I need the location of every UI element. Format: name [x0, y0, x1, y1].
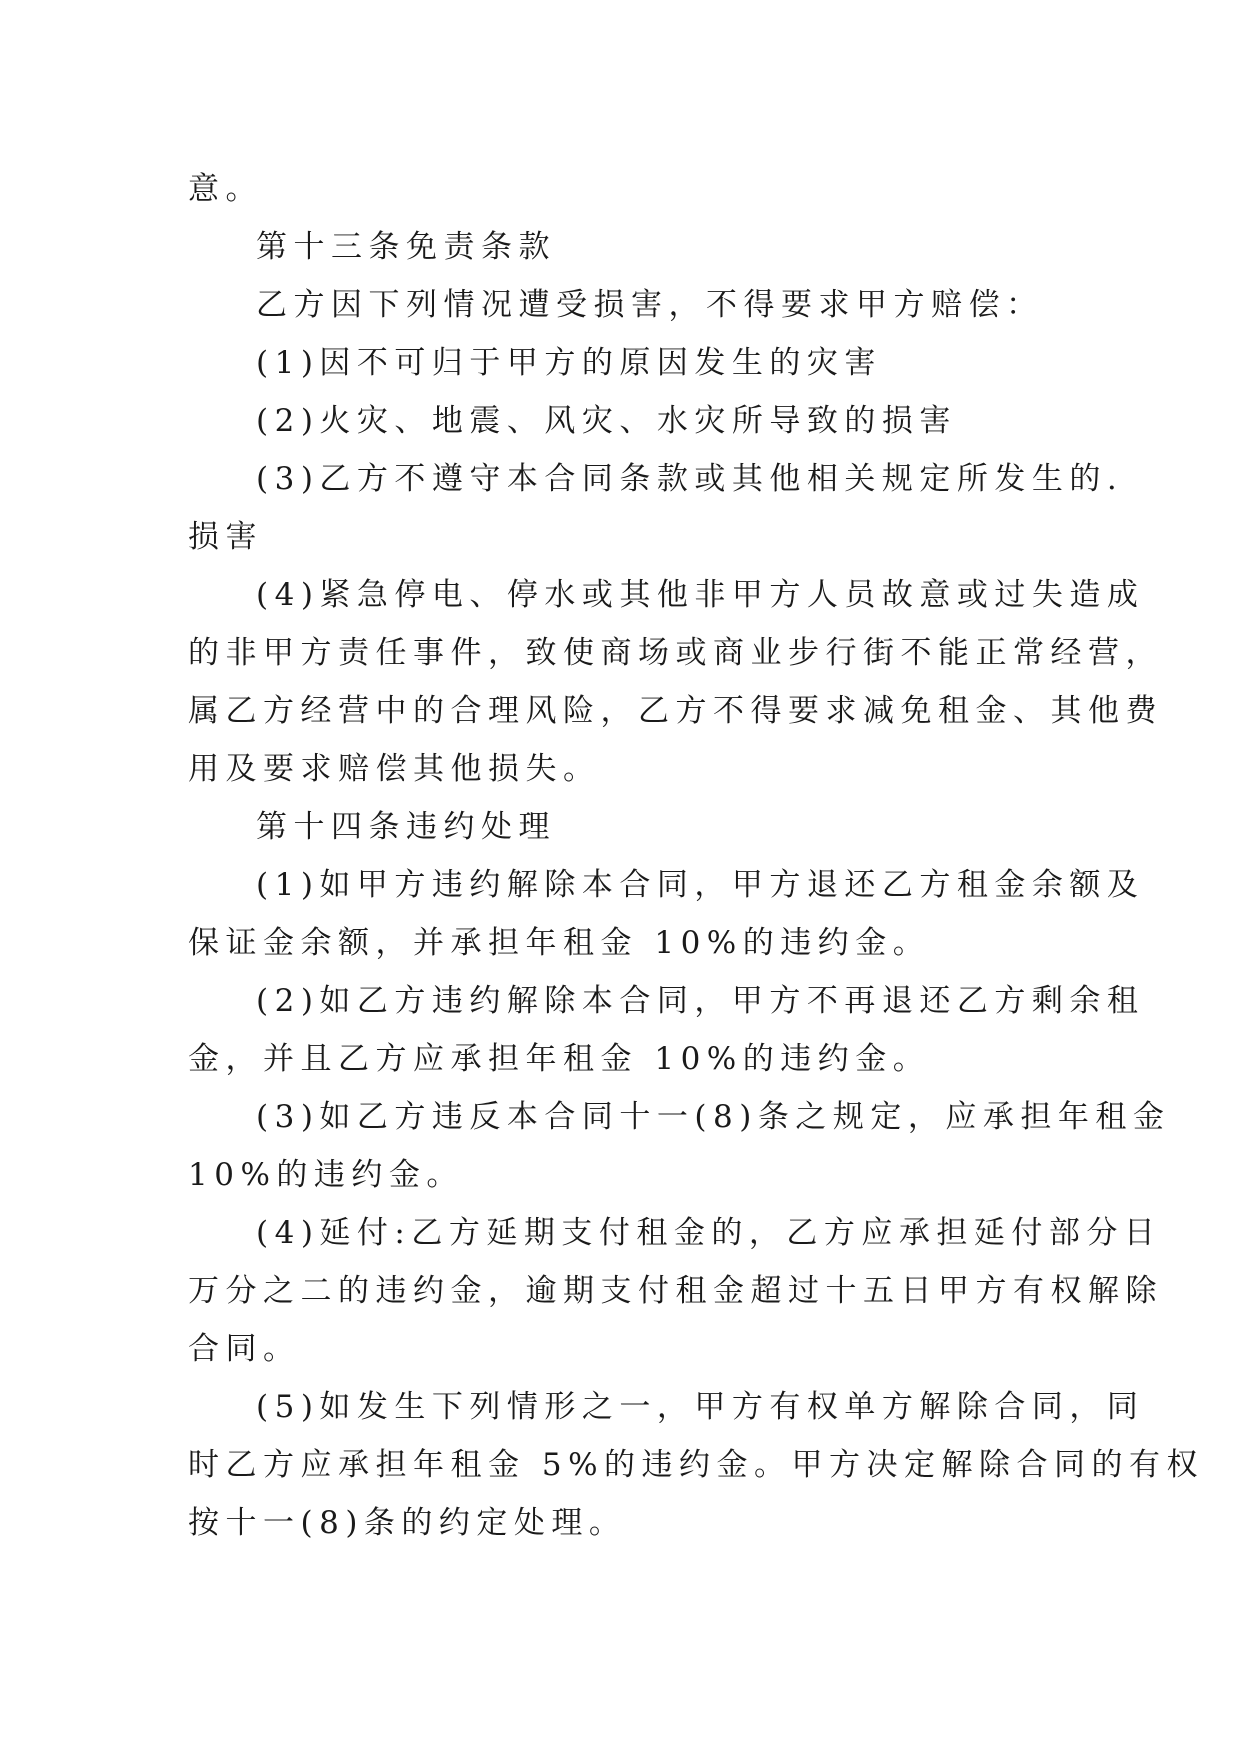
text-line: 合同。 — [188, 1331, 301, 1367]
text-line: (2)如乙方违约解除本合同，甲方不再退还乙方剩余租 — [256, 983, 1145, 1019]
text-line: (4)紧急停电、停水或其他非甲方人员故意或过失造成 — [256, 577, 1145, 613]
text-line: (3)乙方不遵守本合同条款或其他相关规定所发生的. — [256, 461, 1124, 497]
list-item — [188, 972, 1145, 1088]
section-heading — [188, 218, 1058, 276]
text-line: (1)如甲方违约解除本合同，甲方退还乙方租金余额及 — [256, 867, 1145, 903]
text-line: 金，并且乙方应承担年租金 10%的违约金。 — [188, 1041, 931, 1077]
list-item — [188, 1378, 1205, 1552]
text-line: (5)如发生下列情形之一，甲方有权单方解除合同，同 — [256, 1389, 1145, 1425]
text-line: 第十四条违约处理 — [256, 809, 556, 845]
list-item — [188, 392, 1058, 450]
paragraph — [188, 160, 1058, 218]
list-item — [188, 450, 1124, 566]
list-item — [188, 856, 1145, 972]
text-line: 按十一(8)条的约定处理。 — [188, 1505, 627, 1541]
text-line: 时乙方应承担年租金 5%的违约金。甲方决定解除合同的有权 — [188, 1447, 1205, 1483]
text-line: 万分之二的违约金，逾期支付租金超过十五日甲方有权解除 — [188, 1273, 1163, 1309]
paragraph — [188, 276, 1058, 334]
text-line: (1)因不可归于甲方的原因发生的灾害 — [256, 345, 882, 381]
document-body — [188, 160, 1205, 1552]
text-line: 用及要求赔偿其他损失。 — [188, 751, 601, 787]
text-line: 损害 — [188, 519, 263, 555]
text-line: 的非甲方责任事件，致使商场或商业步行街不能正常经营， — [188, 635, 1163, 671]
text-line: 属乙方经营中的合理风险，乙方不得要求减免租金、其他费 — [188, 693, 1163, 729]
list-item — [188, 1088, 1171, 1204]
list-item — [188, 566, 1163, 798]
list-item — [188, 334, 1058, 392]
section-heading — [188, 798, 1058, 856]
text-line: (3)如乙方违反本合同十一(8)条之规定，应承担年租金 — [256, 1099, 1171, 1135]
text-line: (4)延付:乙方延期支付租金的，乙方应承担延付部分日 — [256, 1215, 1162, 1251]
list-item — [188, 1204, 1163, 1378]
text-line: 乙方因下列情况遭受损害，不得要求甲方赔偿： — [256, 287, 1044, 323]
text-line: 保证金余额，并承担年租金 10%的违约金。 — [188, 925, 931, 961]
text-line: 10%的违约金。 — [188, 1157, 464, 1193]
text-line: 意。 — [188, 171, 263, 207]
text-line: (2)火灾、地震、风灾、水灾所导致的损害 — [256, 403, 957, 439]
text-line: 第十三条免责条款 — [256, 229, 556, 265]
